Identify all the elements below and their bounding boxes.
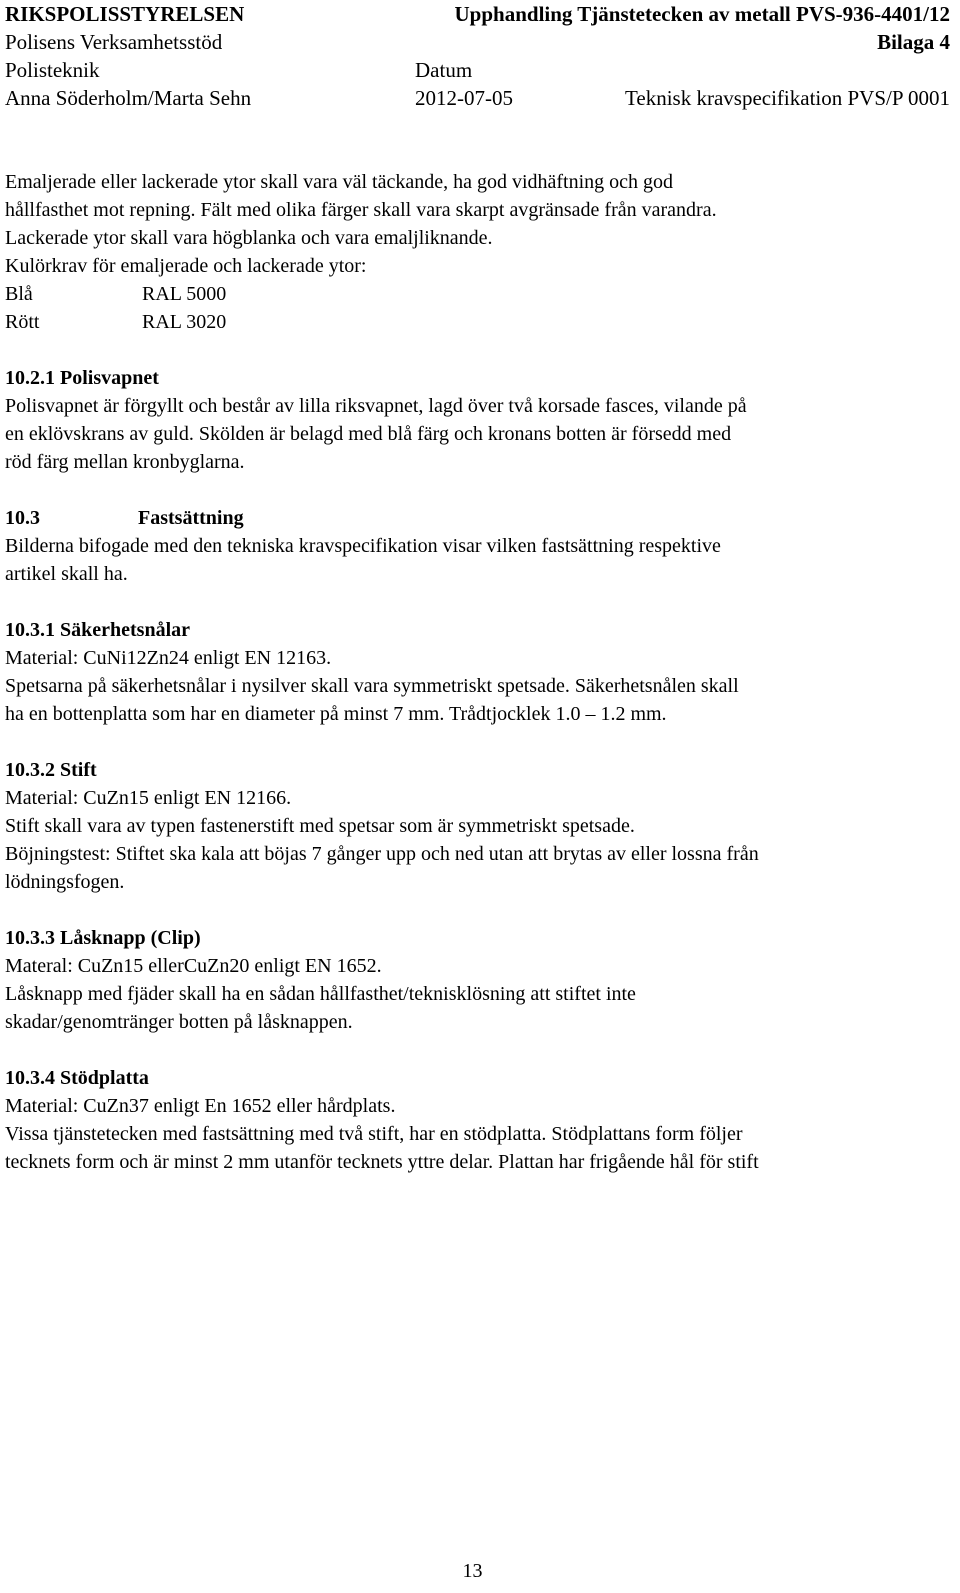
paragraph-line: hållfasthet mot repning. Fält med olika färger skall vara skarpt avgränsade från varandra. [5,199,717,221]
header-unit: Polisens Verksamhetsstöd [5,30,223,54]
header-title: Upphandling Tjänstetecken av metall PVS-936-4401/12 [454,2,950,26]
section-heading: 10.3.4 Stödplatta [5,1067,149,1089]
section-10-3-3 [5,924,950,1036]
header-department: Polisteknik [5,58,100,82]
intro-section [5,168,950,336]
header-date: 2012-07-05 [415,86,513,110]
header-doc-title: Teknisk kravspecifikation PVS/P 0001 [625,86,950,110]
color-code: RAL 3020 [142,311,227,333]
section-heading: 10.3.3 Låsknapp (Clip) [5,927,201,949]
color-row [5,308,950,336]
header-attachment: Bilaga 4 [877,30,950,54]
paragraph-line: Bilderna bifogade med den tekniska kravspecifikation visar vilken fastsättning respektive [5,535,721,557]
color-name: Rött [5,311,40,333]
paragraph-line: Kulörkrav för emaljerade och lackerade ytor: [5,255,367,277]
paragraph-line: artikel skall ha. [5,563,128,585]
paragraph-line: ha en bottenplatta som har en diameter på minst 7 mm. Trådtjocklek 1.0 – 1.2 mm. [5,703,667,725]
color-code: RAL 5000 [142,283,227,305]
paragraph-line: röd färg mellan kronbyglarna. [5,451,245,473]
paragraph-line: Vissa tjänstetecken med fastsättning med två stift, har en stödplatta. Stödplattans form följer [5,1123,743,1145]
paragraph-line: Stift skall vara av typen fastenerstift med spetsar som är symmetriskt spetsade. [5,815,635,837]
section-10-3 [5,504,950,588]
paragraph-line: Material: CuZn15 enligt EN 12166. [5,787,292,809]
page-number: 13 [462,1560,483,1582]
section-heading: 10.3.2 Stift [5,759,97,781]
paragraph-line: Material: CuNi12Zn24 enligt EN 12163. [5,647,332,669]
section-10-3-4 [5,1064,950,1176]
paragraph-line: Material: CuZn37 enligt En 1652 eller hårdplats. [5,1095,396,1117]
paragraph-line: lödningsfogen. [5,871,125,893]
paragraph-line: Polisvapnet är förgyllt och består av lilla riksvapnet, lagd över två korsade fasces, vilande på [5,395,747,417]
section-10-3-2 [5,756,950,896]
section-heading: 10.2.1 Polisvapnet [5,367,159,389]
color-row [5,280,950,308]
section-10-3-1 [5,616,950,728]
header-org: RIKSPOLISSTYRELSEN [5,2,245,26]
section-title: Fastsättning [138,507,244,529]
paragraph-line: Lackerade ytor skall vara högblanka och vara emaljliknande. [5,227,493,249]
header-authors: Anna Söderholm/Marta Sehn [5,86,252,110]
paragraph-line: en eklövskrans av guld. Skölden är belagd med blå färg och kronans botten är försedd med [5,423,732,445]
paragraph-line: Böjningstest: Stiftet ska kala att böjas 7 gånger upp och ned utan att brytas av eller lossna från [5,843,759,865]
page-header [5,0,950,112]
document-body [5,168,950,1176]
section-heading: 10.3.1 Säkerhetsnålar [5,619,190,641]
section-10-2-1 [5,364,950,476]
color-name: Blå [5,283,33,305]
paragraph-line: skadar/genomtränger botten på låsknappen. [5,1011,353,1033]
paragraph-line: Emaljerade eller lackerade ytor skall vara väl täckande, ha god vidhäftning och god [5,171,674,193]
paragraph-line: Materal: CuZn15 ellerCuZn20 enligt EN 1652. [5,955,382,977]
paragraph-line: Låsknapp med fjäder skall ha en sådan hållfasthet/teknisklösning att stiftet inte [5,983,636,1005]
header-date-label: Datum [415,58,473,82]
paragraph-line: tecknets form och är minst 2 mm utanför tecknets yttre delar. Plattan har frigående hål för stift [5,1151,759,1173]
section-heading [5,504,950,532]
section-number: 10.3 [5,507,40,529]
paragraph-line: Spetsarna på säkerhetsnålar i nysilver skall vara symmetriskt spetsade. Säkerhetsnålen skall [5,675,739,697]
